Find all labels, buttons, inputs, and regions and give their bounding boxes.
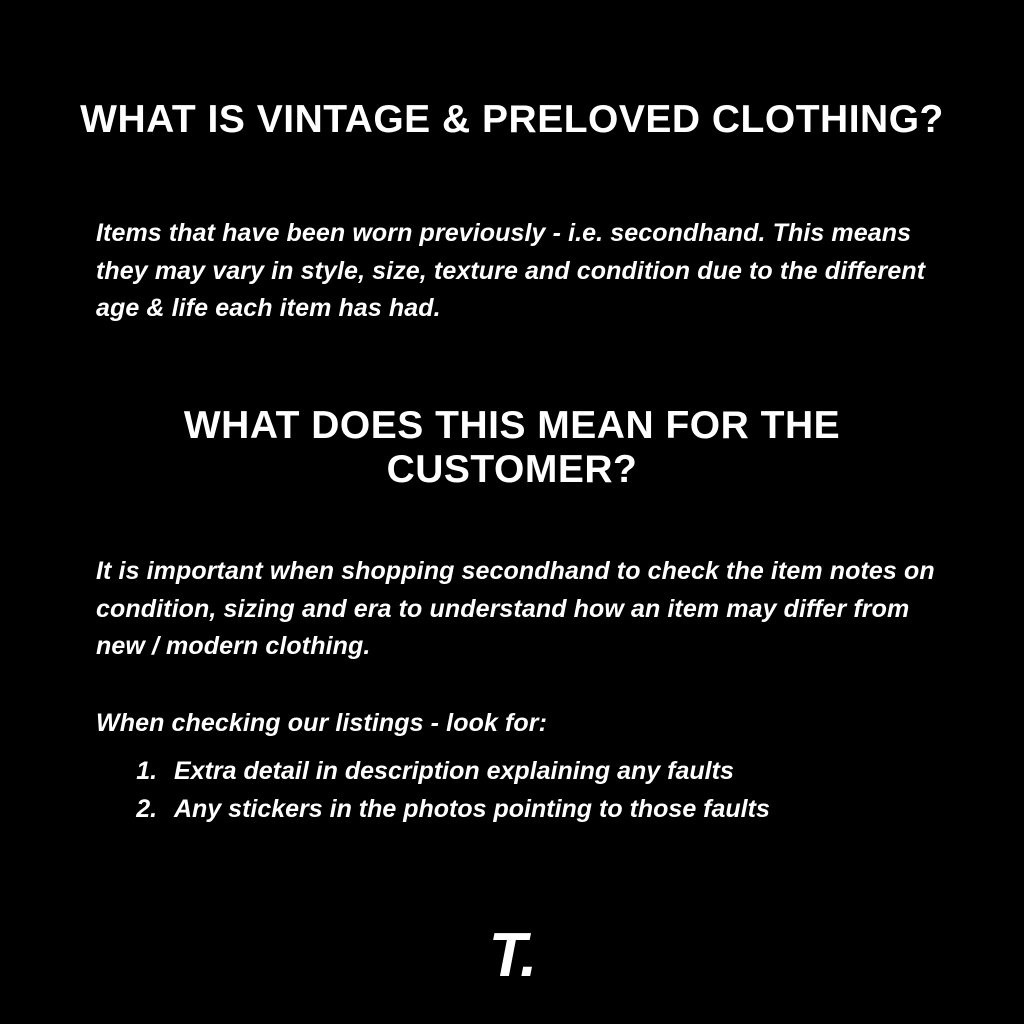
checklist-lead-in: When checking our listings - look for: (96, 709, 548, 737)
page-title: WHAT IS VINTAGE & PRELOVED CLOTHING? (80, 98, 944, 142)
brand-logo: T. (488, 921, 536, 990)
definition-paragraph: Items that have been worn previously - i.e. secondhand. This means they may vary in style, size, texture and condition due to the different age & life each item has had. (96, 219, 926, 322)
section-heading-customer: WHAT DOES THIS MEAN FOR THE CUSTOMER? (183, 404, 841, 492)
checklist (116, 752, 1004, 828)
guidance-paragraph: It is important when shopping secondhand to check the item notes on condition, sizing and era to understand how an item may differ from new / modern clothing. (96, 557, 935, 660)
list-item: 1. Extra detail in description explaining any faults (164, 752, 1004, 790)
list-item: 2. Any stickers in the photos pointing to those faults (164, 790, 1004, 828)
